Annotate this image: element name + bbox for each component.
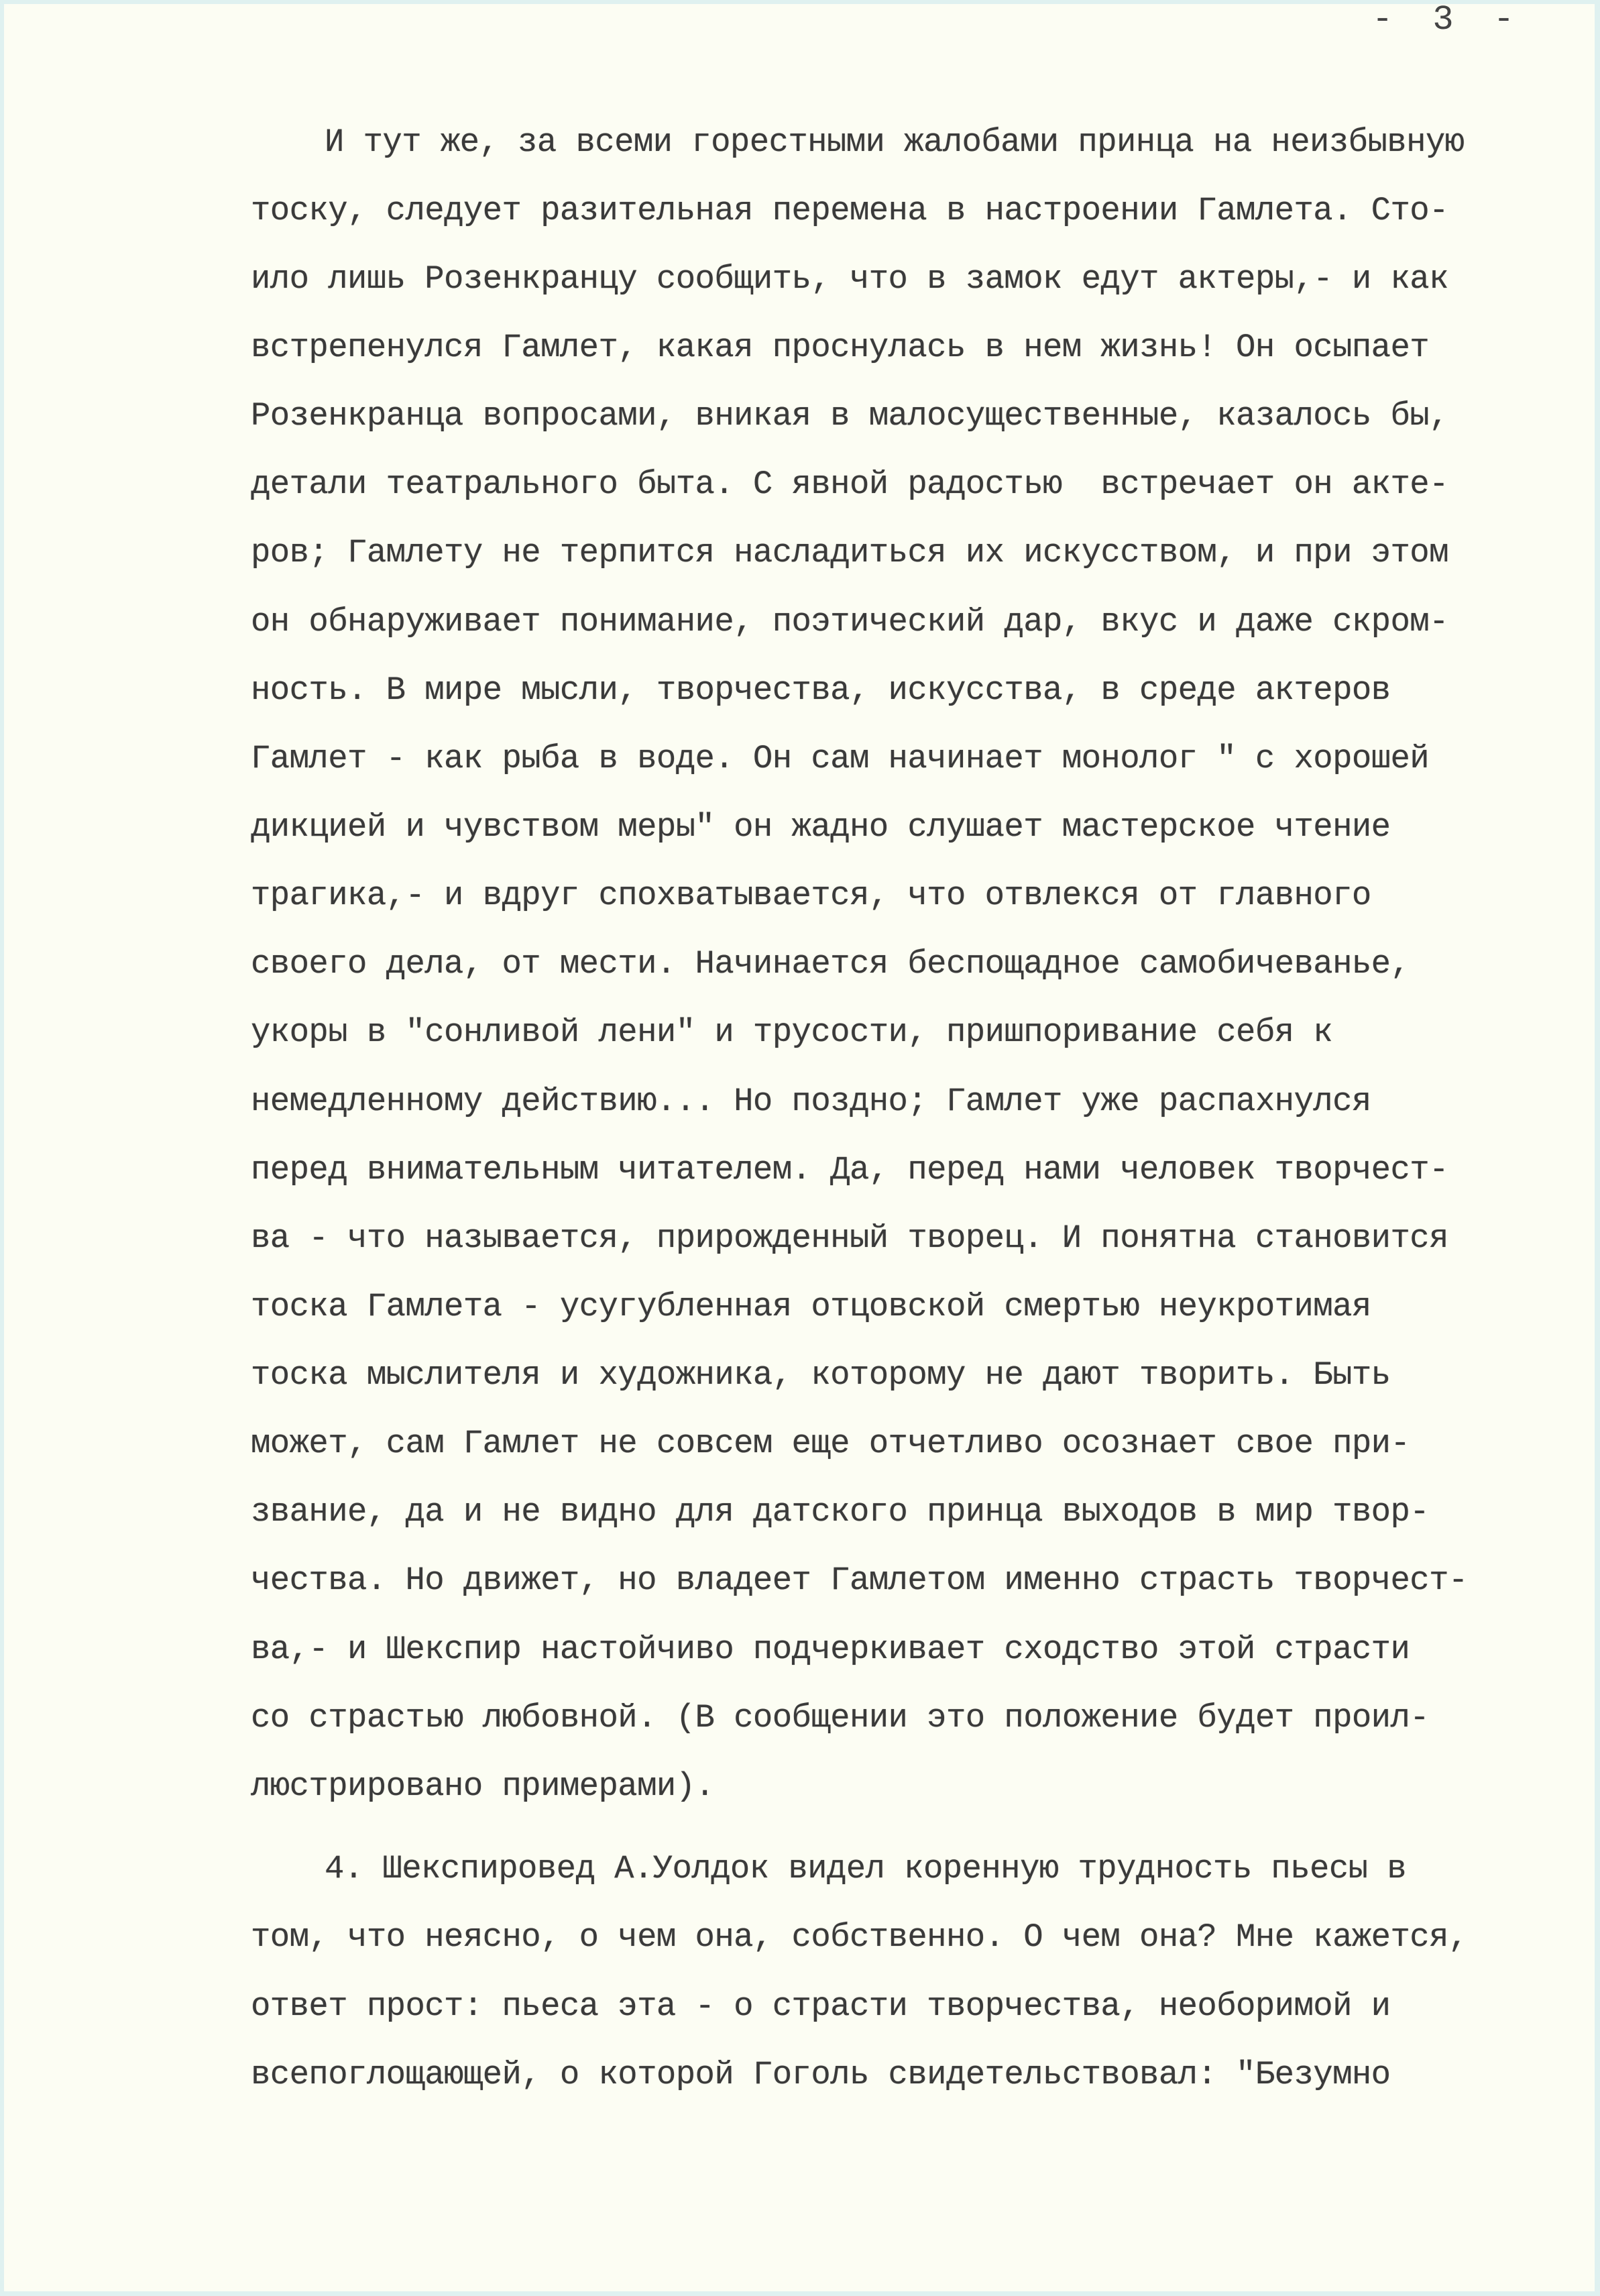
- text-line: тоска мыслителя и художника, которому не дают творить. Быть: [251, 1356, 1391, 1394]
- text-line: тоска Гамлета - усугубленная отцовской смертью неукротимая: [251, 1288, 1371, 1325]
- text-line: Гамлет - как рыба в воде. Он сам начинает монолог " с хорошей: [251, 740, 1430, 777]
- typewritten-page: [4, 0, 1595, 2291]
- text-line: укоры в "сонливой лени" и трусости, пришпоривание себя к: [251, 1014, 1333, 1051]
- text-line: И тут же, за всеми горестными жалобами принца на неизбывную: [325, 123, 1465, 161]
- text-line: немедленному действию... Но поздно; Гамлет уже распахнулся: [251, 1083, 1371, 1120]
- text-line: детали театрального быта. С явной радостью встречает он акте-: [251, 466, 1448, 503]
- text-line: ность. В мире мысли, творчества, искусства, в среде актеров: [251, 671, 1391, 709]
- text-line: ило лишь Розенкранцу сообщить, что в замок едут актеры,- и как: [251, 260, 1448, 298]
- text-line: перед внимательным читателем. Да, перед нами человек творчест-: [251, 1151, 1448, 1189]
- text-line: он обнаруживает понимание, поэтический дар, вкус и даже скром-: [251, 603, 1448, 641]
- text-line: люстрировано примерами).: [251, 1767, 715, 1805]
- text-line: дикцией и чувством меры" он жадно слушает мастерское чтение: [251, 808, 1391, 846]
- text-line: ров; Гамлету не терпится насладиться их искусством, и при этом: [251, 534, 1448, 571]
- text-line: ва,- и Шекспир настойчиво подчеркивает сходство этой страсти: [251, 1631, 1410, 1668]
- text-line: Розенкранца вопросами, вникая в малосущественные, казалось бы,: [251, 397, 1448, 435]
- page-number: - 3 -: [1372, 0, 1524, 40]
- text-line: может, сам Гамлет не совсем еще отчетливо осознает свое при-: [251, 1425, 1410, 1462]
- text-line: трагика,- и вдруг спохватывается, что отвлекся от главного: [251, 877, 1371, 914]
- text-line: своего дела, от мести. Начинается беспощадное самобичеванье,: [251, 945, 1410, 983]
- text-line: встрепенулся Гамлет, какая проснулась в нем жизнь! Он осыпает: [251, 329, 1430, 366]
- text-line: со страстью любовной. (В сообщении это положение будет проил-: [251, 1699, 1430, 1737]
- text-line: тоску, следует разительная перемена в настроении Гамлета. Сто-: [251, 192, 1448, 229]
- text-line: ответ прост: пьеса эта - о страсти творчества, необоримой и: [251, 1987, 1391, 2025]
- text-line: всепоглощающей, о которой Гоголь свидетельствовал: "Безумно: [251, 2056, 1391, 2093]
- text-line: чества. Но движет, но владеет Гамлетом именно страсть творчест-: [251, 1562, 1468, 1599]
- text-line: 4. Шекспировед А.Уолдок видел коренную трудность пьесы в: [325, 1850, 1407, 1888]
- text-line: звание, да и не видно для датского принца выходов в мир твор-: [251, 1493, 1430, 1531]
- text-line: ва - что называется, прирожденный творец. И понятна становится: [251, 1219, 1448, 1257]
- text-line: том, что неясно, о чем она, собственно. О чем она? Мне кажется,: [251, 1918, 1468, 1956]
